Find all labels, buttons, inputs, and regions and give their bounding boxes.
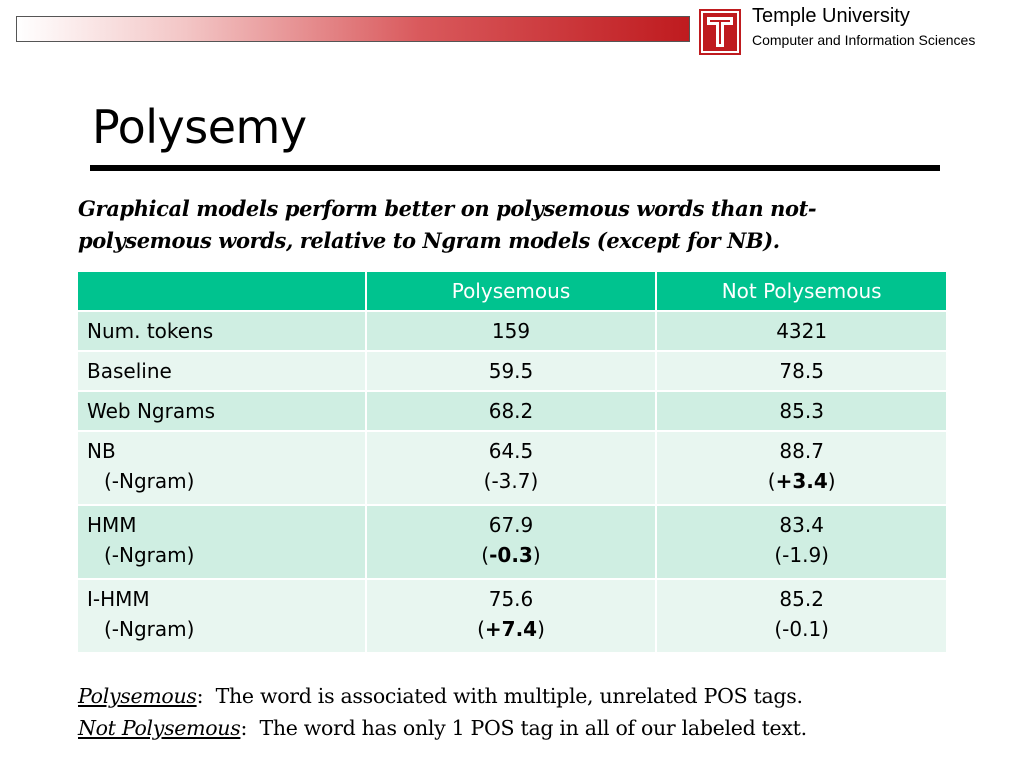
page-title: Polysemy (92, 100, 307, 154)
table-header-polysemous: Polysemous (366, 271, 657, 311)
row-sublabel: (-Ngram) (104, 469, 195, 493)
delta-value: -3.7 (491, 469, 531, 493)
polysemous-cell (366, 579, 657, 653)
row-label: Baseline (77, 351, 366, 391)
not-polysemous-value: 78.5 (656, 351, 947, 391)
table-row (77, 351, 947, 391)
header-gradient-bar (16, 16, 690, 42)
row-sublabel: (-Ngram) (104, 617, 195, 641)
table-row (77, 311, 947, 351)
polysemous-delta: (+7.4) (477, 617, 545, 641)
row-sublabel: (-Ngram) (104, 543, 195, 567)
footnote-polysemous: Polysemous: The word is associated with multiple, unrelated POS tags. (78, 684, 803, 708)
table-header-empty (77, 271, 366, 311)
row-label-cell (77, 579, 366, 653)
polysemous-value: 59.5 (366, 351, 657, 391)
table-row (77, 391, 947, 431)
not-polysemous-cell (656, 579, 947, 653)
temple-t-logo-icon (699, 9, 741, 55)
row-label: Web Ngrams (77, 391, 366, 431)
row-label-cell (77, 431, 366, 505)
polysemous-value: 67.9 (488, 513, 534, 537)
polysemous-cell (366, 505, 657, 579)
row-label-cell (77, 505, 366, 579)
not-polysemous-delta: (-0.1) (774, 617, 829, 641)
polysemous-delta: (-3.7) (483, 469, 539, 493)
not-polysemous-value: 83.4 (779, 513, 824, 537)
polysemous-value: 75.6 (488, 587, 534, 611)
not-polysemous-delta: (-1.9) (774, 543, 829, 567)
results-table (76, 270, 948, 654)
delta-value: +7.4 (484, 617, 538, 641)
table-row (77, 505, 947, 579)
polysemous-value: 159 (366, 311, 657, 351)
footnote-term: Not Polysemous (78, 716, 241, 740)
delta-value: -0.3 (489, 543, 533, 567)
row-label: I-HMM (87, 587, 150, 611)
not-polysemous-delta: (+3.4) (767, 469, 836, 493)
intro-text: Graphical models perform better on polysemous words than not-polysemous words, relative to Ngram models (except for NB). (78, 196, 817, 253)
not-polysemous-value: 4321 (656, 311, 947, 351)
university-name: Temple University (752, 5, 910, 27)
delta-value: -1.9 (782, 543, 822, 567)
row-label: NB (87, 439, 116, 463)
table-header-not-polysemous: Not Polysemous (656, 271, 947, 311)
table-row (77, 431, 947, 505)
polysemous-cell (366, 431, 657, 505)
footnote-definition: The word is associated with multiple, unrelated POS tags. (215, 684, 803, 708)
footnote-not-polysemous: Not Polysemous: The word has only 1 POS tag in all of our labeled text. (78, 716, 807, 740)
footnote-definition: The word has only 1 POS tag in all of our labeled text. (259, 716, 807, 740)
polysemous-value: 68.2 (366, 391, 657, 431)
row-label: HMM (87, 513, 137, 537)
not-polysemous-cell (656, 505, 947, 579)
delta-value: +3.4 (775, 469, 828, 493)
not-polysemous-value: 88.7 (779, 439, 824, 463)
table-row (77, 579, 947, 653)
row-label: Num. tokens (77, 311, 366, 351)
polysemous-delta: (-0.3) (481, 543, 541, 567)
footnotes (78, 680, 807, 744)
polysemous-value: 64.5 (488, 439, 534, 463)
table-header-row (77, 271, 947, 311)
not-polysemous-value: 85.3 (656, 391, 947, 431)
title-underline (90, 165, 940, 171)
not-polysemous-value: 85.2 (779, 587, 824, 611)
department-name: Computer and Information Sciences (752, 32, 976, 48)
footnote-term: Polysemous (78, 684, 197, 708)
not-polysemous-cell (656, 431, 947, 505)
delta-value: -0.1 (782, 617, 822, 641)
